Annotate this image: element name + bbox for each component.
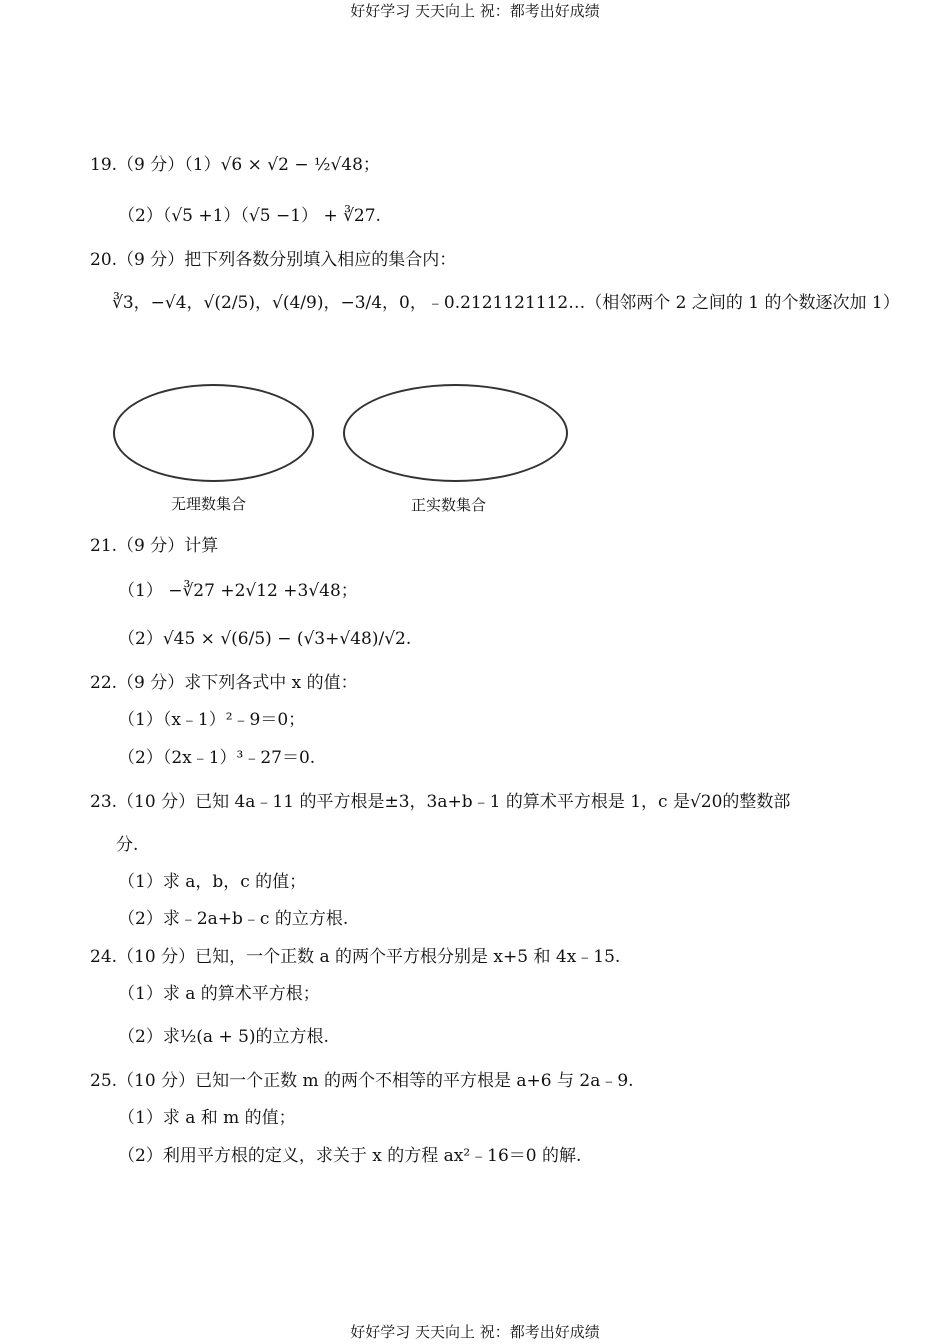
q22-title: 22.（9 分）求下列各式中 x 的值： xyxy=(90,673,358,693)
page-header: 好好学习 天天向上 祝：都考出好成绩 xyxy=(350,2,600,20)
q22-part2: （2）（2x﹣1）³﹣27＝0. xyxy=(118,748,316,768)
q22-part1: （1）（x﹣1）²﹣9＝0； xyxy=(118,710,306,730)
q23-title: 23.（10 分）已知 4a﹣11 的平方根是±3，3a+b﹣1 的算术平方根是 1，c 是√20的整数部 xyxy=(90,792,791,812)
q25-part1: （1）求 a 和 m 的值； xyxy=(118,1108,296,1128)
q24-part2: （2）求½(a + 5)的立方根. xyxy=(118,1027,329,1047)
q23-part1: （1）求 a，b，c 的值； xyxy=(118,872,307,892)
q19-part2: （2）（√5 +1）（√5 −1） + ∛27. xyxy=(118,206,381,226)
q21-part2: （2）√45 × √(6/5) − (√3+√48)/√2. xyxy=(118,629,412,649)
positive-real-set-label: 正实数集合 xyxy=(411,496,487,514)
q23-title-cont: 分. xyxy=(116,835,139,855)
q21-part1: （1） −∛27 +2√12 +3√48； xyxy=(118,581,358,601)
q24-part1: （1）求 a 的算术平方根； xyxy=(118,984,320,1004)
irrational-set-label: 无理数集合 xyxy=(171,495,247,513)
q24-title: 24.（10 分）已知，一个正数 a 的两个平方根分别是 x+5 和 4x﹣15. xyxy=(90,947,621,967)
q20-title: 20.（9 分）把下列各数分别填入相应的集合内： xyxy=(90,250,457,270)
q21-title: 21.（9 分）计算 xyxy=(90,536,219,556)
positive-real-set-ellipse xyxy=(343,384,568,482)
q25-title: 25.（10 分）已知一个正数 m 的两个不相等的平方根是 a+6 与 2a﹣9. xyxy=(90,1071,634,1091)
q19-part1: 19.（9 分）（1）√6 × √2 − ½√48； xyxy=(90,155,380,175)
q23-part2: （2）求﹣2a+b﹣c 的立方根. xyxy=(118,909,349,929)
page-footer: 好好学习 天天向上 祝：都考出好成绩 xyxy=(350,1323,600,1341)
q25-part2: （2）利用平方根的定义，求关于 x 的方程 ax²﹣16＝0 的解. xyxy=(118,1146,582,1166)
irrational-set-ellipse xyxy=(113,384,314,482)
q20-numbers: ∛3，−√4，√(2/5)，√(4/9)，−3/4，0，﹣0.2121121112…（相邻两个 2 之间的 1 的个数逐次加 1） xyxy=(112,293,900,313)
